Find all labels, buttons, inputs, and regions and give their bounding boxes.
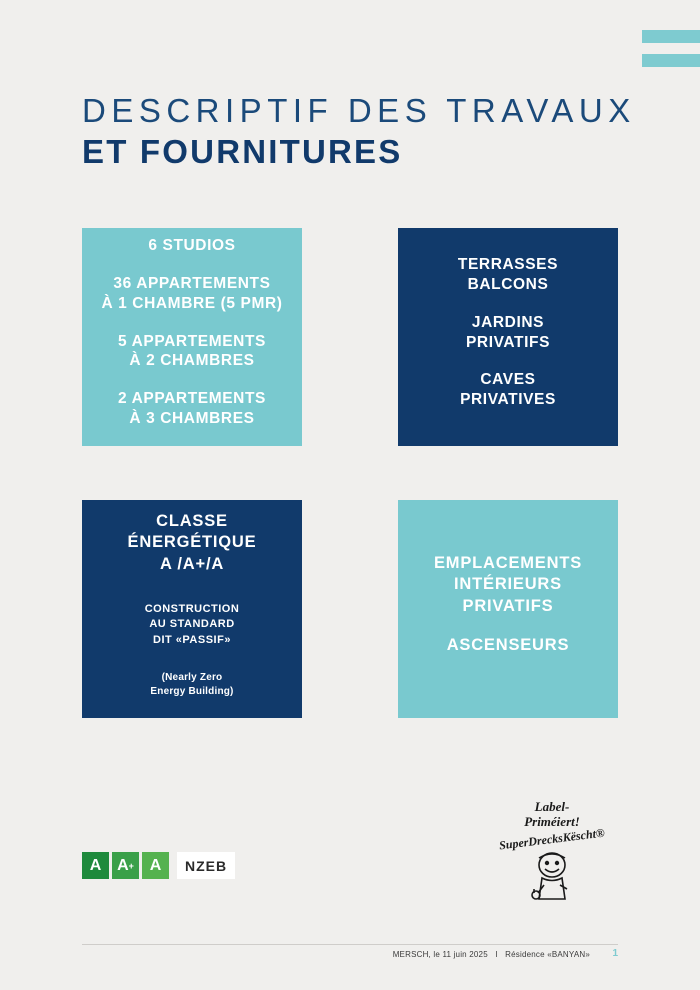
energy-class-logo [82,852,235,879]
sdk-brand-name: SuperDrecksKëscht® [498,825,606,853]
superdreckskescht-logo [497,800,607,910]
card-logements-line-2: 36 APPARTEMENTS À 1 CHAMBRE (5 PMR) [101,274,283,312]
card-exterieurs [398,228,618,446]
sdk-mascot-icon [497,849,607,910]
card-logements [82,228,302,446]
card-exterieurs-line-2: JARDINS PRIVATIFS [465,313,551,351]
card-classe-energetique-sub: CONSTRUCTION AU STANDARD DIT «PASSIF» [144,603,240,646]
page-title-line-2: ET FOURNITURES [82,132,403,170]
sdk-label-line-2: Priméiert! [524,813,580,829]
aaa-badge-2: A + [112,852,139,879]
sdk-label-line-1: Label- [534,799,570,814]
card-exterieurs-line-3: CAVES PRIVATIVES [460,371,556,409]
card-logements-line-4: 2 APPARTEMENTS À 3 CHAMBRES [118,390,266,428]
decorative-corner-bars [630,30,700,78]
card-classe-energetique-nzeb-note: (Nearly Zero Energy Building) [150,672,234,697]
corner-bar-1 [642,30,700,43]
footer-page-number: 1 [612,948,618,959]
card-logements-line-1: 6 STUDIOS [148,237,236,255]
feature-cards [82,228,618,718]
page-footer [0,944,700,964]
card-emplacements-line-1: EMPLACEMENTS INTÉRIEURS PRIVATIFS [433,553,583,615]
feature-cards-row-1 [82,228,618,446]
card-classe-energetique-title: CLASSE ÉNERGÉTIQUE A /A+/A [127,511,257,573]
footer-location-date: MERSCH, le 11 juin 2025 [392,950,488,959]
card-emplacements-line-2: ASCENSEURS [446,635,570,654]
aaa-badge-3: A [142,852,169,879]
nzeb-label: NZEB [177,852,235,879]
card-emplacements [398,500,618,718]
footer-divider [82,944,618,945]
footer-separator: I [495,950,498,959]
corner-bar-2 [642,54,700,67]
card-exterieurs-line-1: TERRASSES BALCONS [457,256,559,293]
footer-residence: Résidence «BANYAN» [505,950,590,959]
page-title [82,92,636,174]
card-logements-line-3: 5 APPARTEMENTS À 2 CHAMBRES [118,332,266,370]
footer-text [393,950,590,959]
card-classe-energetique [82,500,302,718]
page-title-line-1: DESCRIPTIF DES TRAVAUX [82,92,636,129]
aaa-badge-1: A [82,852,109,879]
aaa-badges [82,852,172,879]
feature-cards-row-2 [82,500,618,718]
